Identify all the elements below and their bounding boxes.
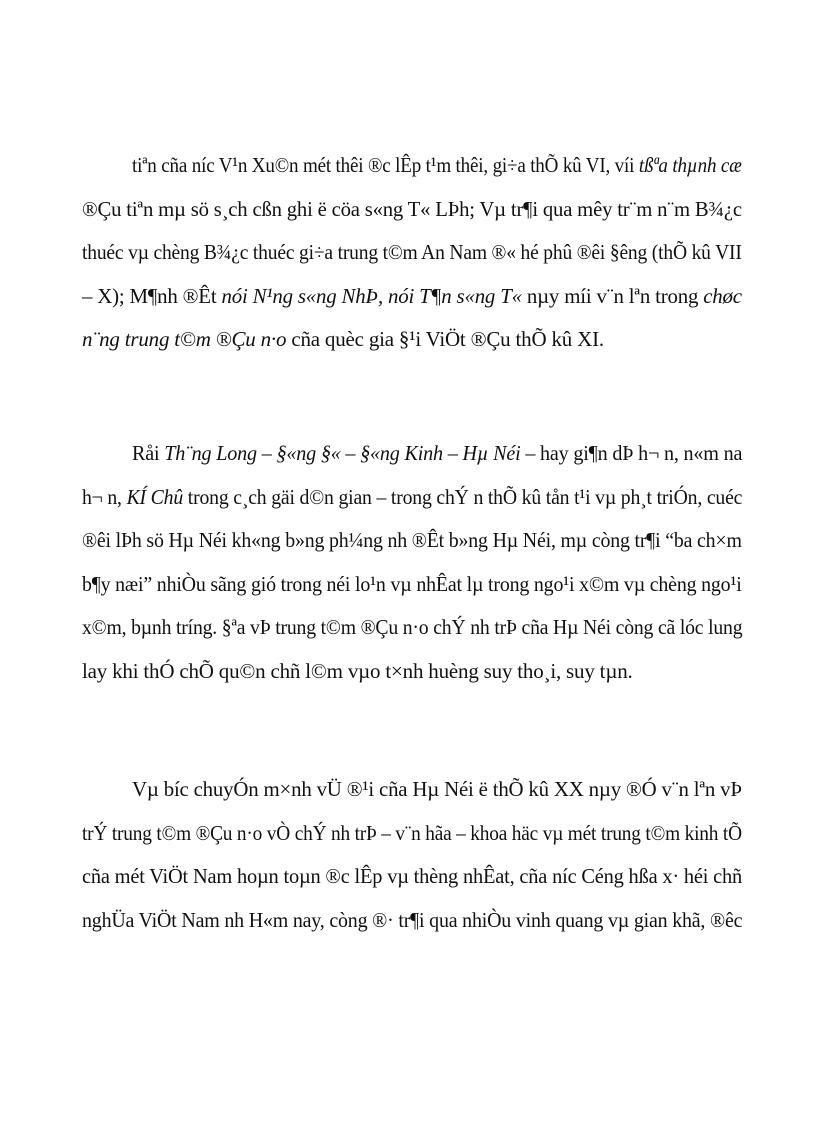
text-run: cña mét ViÖt Nam hoµn toµn ®c lÊp vµ thèng nhÊat, cña níc Céng hßa x· héi chñ bbox=[82, 864, 743, 888]
paragraph-2-line-2 bbox=[82, 484, 743, 510]
paragraph-2-line-3 bbox=[82, 527, 742, 553]
paragraph-3-line-1 bbox=[132, 776, 742, 802]
text-run: nghÜa ViÖt Nam nh H«m nay, còng ®· tr¶i qua nhiÒu vinh quang vµ gian khã, ®êc bbox=[82, 907, 743, 932]
paragraph-3-line-4 bbox=[82, 907, 743, 933]
paragraph-3-line-2 bbox=[82, 820, 742, 846]
paragraph-3-line-3 bbox=[82, 863, 743, 889]
text-run: trÝ trung t©m ®Çu n·o vÒ chÝ nh trÞ – v¨n hãa – khoa häc vµ mét trung t©m kinh tÕ bbox=[82, 820, 742, 845]
text-run: h¬ n, bbox=[82, 484, 127, 509]
text-run: cña quèc gia §¹i ViÖt ®Çu thÕ kû XI. bbox=[286, 327, 604, 351]
paragraph-1-line-3 bbox=[82, 239, 742, 265]
text-run: trong c¸ch gäi d©n gian – trong chÝ n thÕ kû tån t¹i vµ ph¸t triÓn, cuéc bbox=[183, 484, 743, 509]
text-run: – X); M¶nh ®Êt bbox=[82, 283, 222, 308]
italic-text: Th¨ng Long – §«ng §« – §«ng Kinh – Hµ Néi bbox=[164, 441, 521, 465]
paragraph-2-line-5 bbox=[82, 614, 743, 640]
text-run: – hay gi¶n dÞ h¬ n, n«m na bbox=[520, 441, 743, 465]
paragraph-2-line-4 bbox=[82, 571, 742, 597]
text-run: tiªn cña níc V¹n Xu©n mét thêi ®c lÊp t¹m thêi, gi÷a thÕ kû VI, víi bbox=[132, 153, 639, 177]
italic-text: n¨ng trung t©m ®Çu n·o bbox=[82, 327, 287, 351]
paragraph-2-line-1 bbox=[132, 440, 743, 466]
text-run: Vµ bíc chuyÓn m×nh vÜ ®¹i cña Hµ Néi ë thÕ kû XX nµy ®Ó v¨n lªn vÞ bbox=[132, 777, 742, 801]
text-run: lay khi thÓ chÕ qu©n chñ l©m vµo t×nh huèng suy tho¸i, suy tµn. bbox=[82, 658, 633, 683]
text-run: thuéc vµ chèng B¾¿c thuéc gi÷a trung t©m An Nam ®« hé phû ®êi §êng (thÕ kû VII bbox=[82, 240, 742, 264]
paragraph-1-line-4 bbox=[82, 283, 742, 309]
text-run: ®Çu tiªn mµ sö s¸ch cßn ghi ë cöa s«ng T« LÞh; Vµ tr¶i qua mêy tr¨m n¨m B¾¿c bbox=[82, 196, 742, 221]
paragraph-1-line-2 bbox=[82, 196, 742, 222]
paragraph-1-line-5 bbox=[82, 326, 742, 352]
paragraph-1-line-1 bbox=[132, 152, 742, 178]
paragraph-2-line-6 bbox=[82, 658, 742, 684]
italic-text: nói N¹ng s«ng NhÞ, nói T¶n s«ng T« bbox=[221, 283, 522, 308]
italic-text: KÍ Chû bbox=[126, 484, 184, 509]
italic-text: chøc bbox=[703, 283, 742, 308]
italic-text: tßªa thµnh cæ bbox=[638, 153, 742, 177]
text-run: x©m, bµnh tríng. §ªa vÞ trung t©m ®Çu n·o chÝ nh trÞ cña Hµ Néi còng cã lóc lung bbox=[82, 615, 743, 639]
text-run: Råi bbox=[132, 441, 165, 465]
text-run: b¶y næi” nhiÒu sãng gió trong néi lo¹n vµ nhÊat lµ trong ngo¹i x©m vµ chèng ngo¹i bbox=[82, 571, 742, 596]
text-run: nµy míi v¨n lªn trong bbox=[521, 283, 704, 308]
text-run: ®êi lÞh sö Hµ Néi kh«ng b»ng ph¼ng nh ®Êt b»ng Hµ Néi, mµ còng tr¶i “ba ch×m bbox=[82, 528, 742, 552]
